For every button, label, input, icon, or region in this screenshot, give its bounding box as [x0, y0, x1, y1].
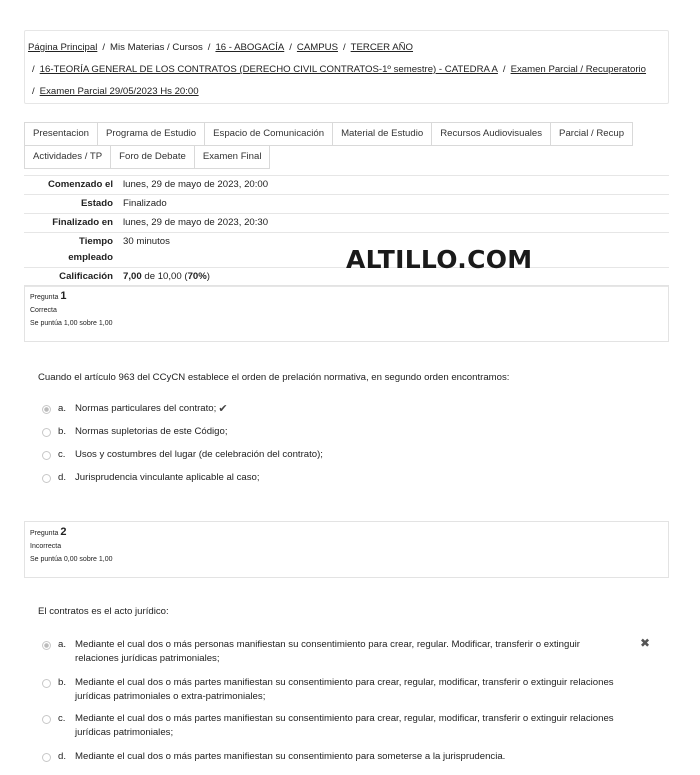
finished-label: Finalizado en: [52, 217, 113, 228]
question-1-info: [24, 285, 669, 342]
breadcrumb-separator: /: [102, 42, 106, 53]
grade-label: Calificación: [59, 271, 113, 282]
answer-letter: a.: [58, 403, 67, 414]
question-label: Pregunta: [30, 530, 59, 537]
breadcrumb-course-link[interactable]: 16 - ABOGACÍA: [215, 42, 285, 53]
summary-row-started: [24, 176, 669, 195]
answer-text: Jurisprudencia vinculante aplicable al caso;: [75, 472, 260, 483]
answer-text-line2: jurídicas patrimoniales o extra-patrimoniales;: [75, 691, 266, 702]
answer-option[interactable]: [42, 448, 323, 462]
breadcrumb-campus-link[interactable]: CAMPUS: [296, 42, 338, 53]
radio-selected-icon[interactable]: [42, 405, 51, 414]
answer-text-line2: relaciones jurídicas patrimoniales;: [75, 653, 220, 664]
answer-option[interactable]: [42, 712, 614, 740]
breadcrumb-separator: /: [207, 42, 211, 53]
question-2-text: El contratos es el acto jurídico:: [38, 606, 169, 617]
started-label: Comenzado el: [47, 179, 113, 190]
question-status: Incorrecta: [30, 543, 62, 550]
answer-option[interactable]: [42, 425, 228, 439]
answer-text: Normas supletorias de este Código;: [75, 426, 228, 437]
answer-text: Mediante el cual dos o más partes manifiestan su consentimiento para someterse a la jurisprudencia.: [75, 751, 506, 762]
radio-icon[interactable]: [42, 715, 51, 724]
breadcrumb-separator: /: [502, 64, 506, 75]
answer-option[interactable]: [42, 638, 580, 666]
check-icon: ✔: [218, 403, 228, 415]
question-1-text: Cuando el artículo 963 del CCyCN establece el orden de prelación normativa, en segundo orden encontramos:: [38, 372, 510, 383]
answer-letter: b.: [58, 677, 67, 688]
grade-score: 7,00: [123, 271, 142, 282]
answer-option[interactable]: [42, 471, 260, 485]
question-number: 1: [60, 290, 67, 302]
tab-recursos-audiovisuales[interactable]: Recursos Audiovisuales: [431, 122, 551, 146]
question-points: Se puntúa 0,00 sobre 1,00: [30, 556, 113, 563]
tab-espacio-de-comunicacion[interactable]: Espacio de Comunicación: [204, 122, 333, 146]
breadcrumb-subject-link[interactable]: 16-TEORÍA GENERAL DE LOS CONTRATOS (DERECHO CIVIL CONTRATOS-1º semestre) - CATEDRA A: [39, 64, 498, 75]
finished-value: lunes, 29 de mayo de 2023, 20:30: [123, 217, 269, 228]
tab-parcial-recup[interactable]: Parcial / Recup: [550, 122, 633, 146]
question-number: 2: [60, 526, 67, 538]
answer-text: Normas particulares del contrato;: [75, 403, 217, 414]
answer-letter: b.: [58, 426, 67, 437]
time-label: [24, 233, 119, 268]
question-2-info: [24, 521, 669, 578]
answer-letter: c.: [58, 713, 66, 724]
state-label: Estado: [81, 198, 113, 209]
time-value: 30 minutos: [123, 236, 170, 247]
question-status: Correcta: [30, 307, 57, 314]
breadcrumb-home-link[interactable]: Página Principal: [28, 42, 98, 53]
radio-icon[interactable]: [42, 753, 51, 762]
answer-option[interactable]: [42, 676, 614, 704]
summary-row-state: [24, 195, 669, 214]
grade-mid: de 10,00 (: [141, 271, 188, 282]
breadcrumb-materias: Mis Materias / Cursos: [110, 42, 203, 53]
breadcrumb-exam-link[interactable]: Examen Parcial 29/05/2023 Hs 20:00: [39, 86, 199, 97]
tab-programa-de-estudio[interactable]: Programa de Estudio: [97, 122, 205, 146]
tab-foro-de-debate[interactable]: Foro de Debate: [110, 145, 195, 169]
breadcrumb-exam-section-link[interactable]: Examen Parcial / Recuperatorio: [510, 64, 647, 75]
answer-text-line2: jurídicas patrimoniales;: [75, 727, 174, 738]
answer-text-line1: Mediante el cual dos o más personas manifiestan su consentimiento para crear, regular. Modificar, transferir o extinguir: [75, 639, 580, 650]
radio-selected-icon[interactable]: [42, 641, 51, 650]
tab-presentacion[interactable]: Presentacion: [24, 122, 98, 146]
watermark: ALTILLO.COM: [346, 245, 533, 274]
answer-option[interactable]: [42, 402, 228, 416]
breadcrumb: [24, 30, 669, 104]
answer-text: Usos y costumbres del lugar (de celebración del contrato);: [75, 449, 323, 460]
grade-percent: 70%: [187, 271, 207, 282]
answer-letter: a.: [58, 639, 67, 650]
breadcrumb-separator: /: [289, 42, 292, 53]
answer-text: [75, 638, 580, 666]
tab-material-de-estudio[interactable]: Material de Estudio: [332, 122, 432, 146]
answer-text-line1: Mediante el cual dos o más partes manifiestan su consentimiento para crear, regular, modificar, transferir o extinguir relaciones: [75, 677, 614, 688]
answer-option[interactable]: [42, 750, 505, 764]
radio-icon[interactable]: [42, 474, 51, 483]
breadcrumb-separator: /: [32, 64, 35, 75]
answer-text: [75, 676, 614, 704]
tab-examen-final[interactable]: Examen Final: [194, 145, 271, 169]
radio-icon[interactable]: [42, 451, 51, 460]
radio-icon[interactable]: [42, 428, 51, 437]
answer-letter: d.: [58, 751, 67, 762]
breadcrumb-separator: /: [342, 42, 346, 53]
grade-end: ): [206, 271, 210, 282]
time-label-line1: Tiempo: [79, 236, 113, 247]
answer-text: [75, 712, 614, 740]
breadcrumb-year-link[interactable]: TERCER AÑO: [350, 42, 414, 53]
answer-letter: d.: [58, 472, 67, 483]
course-tabs: [24, 122, 664, 168]
time-label-line2: empleado: [68, 252, 113, 263]
started-value: lunes, 29 de mayo de 2023, 20:00: [123, 179, 269, 190]
summary-row-finished: [24, 214, 669, 233]
radio-icon[interactable]: [42, 679, 51, 688]
answer-letter: c.: [58, 449, 66, 460]
state-value: Finalizado: [123, 198, 167, 209]
cross-icon: ✖: [640, 636, 651, 650]
question-points: Se puntúa 1,00 sobre 1,00: [30, 320, 113, 327]
answer-text-line1: Mediante el cual dos o más partes manifiestan su consentimiento para crear, regular, modificar, transferir o extinguir relaciones: [75, 713, 614, 724]
tab-actividades-tp[interactable]: Actividades / TP: [24, 145, 111, 169]
question-label: Pregunta: [30, 294, 59, 301]
breadcrumb-separator: /: [32, 86, 35, 97]
